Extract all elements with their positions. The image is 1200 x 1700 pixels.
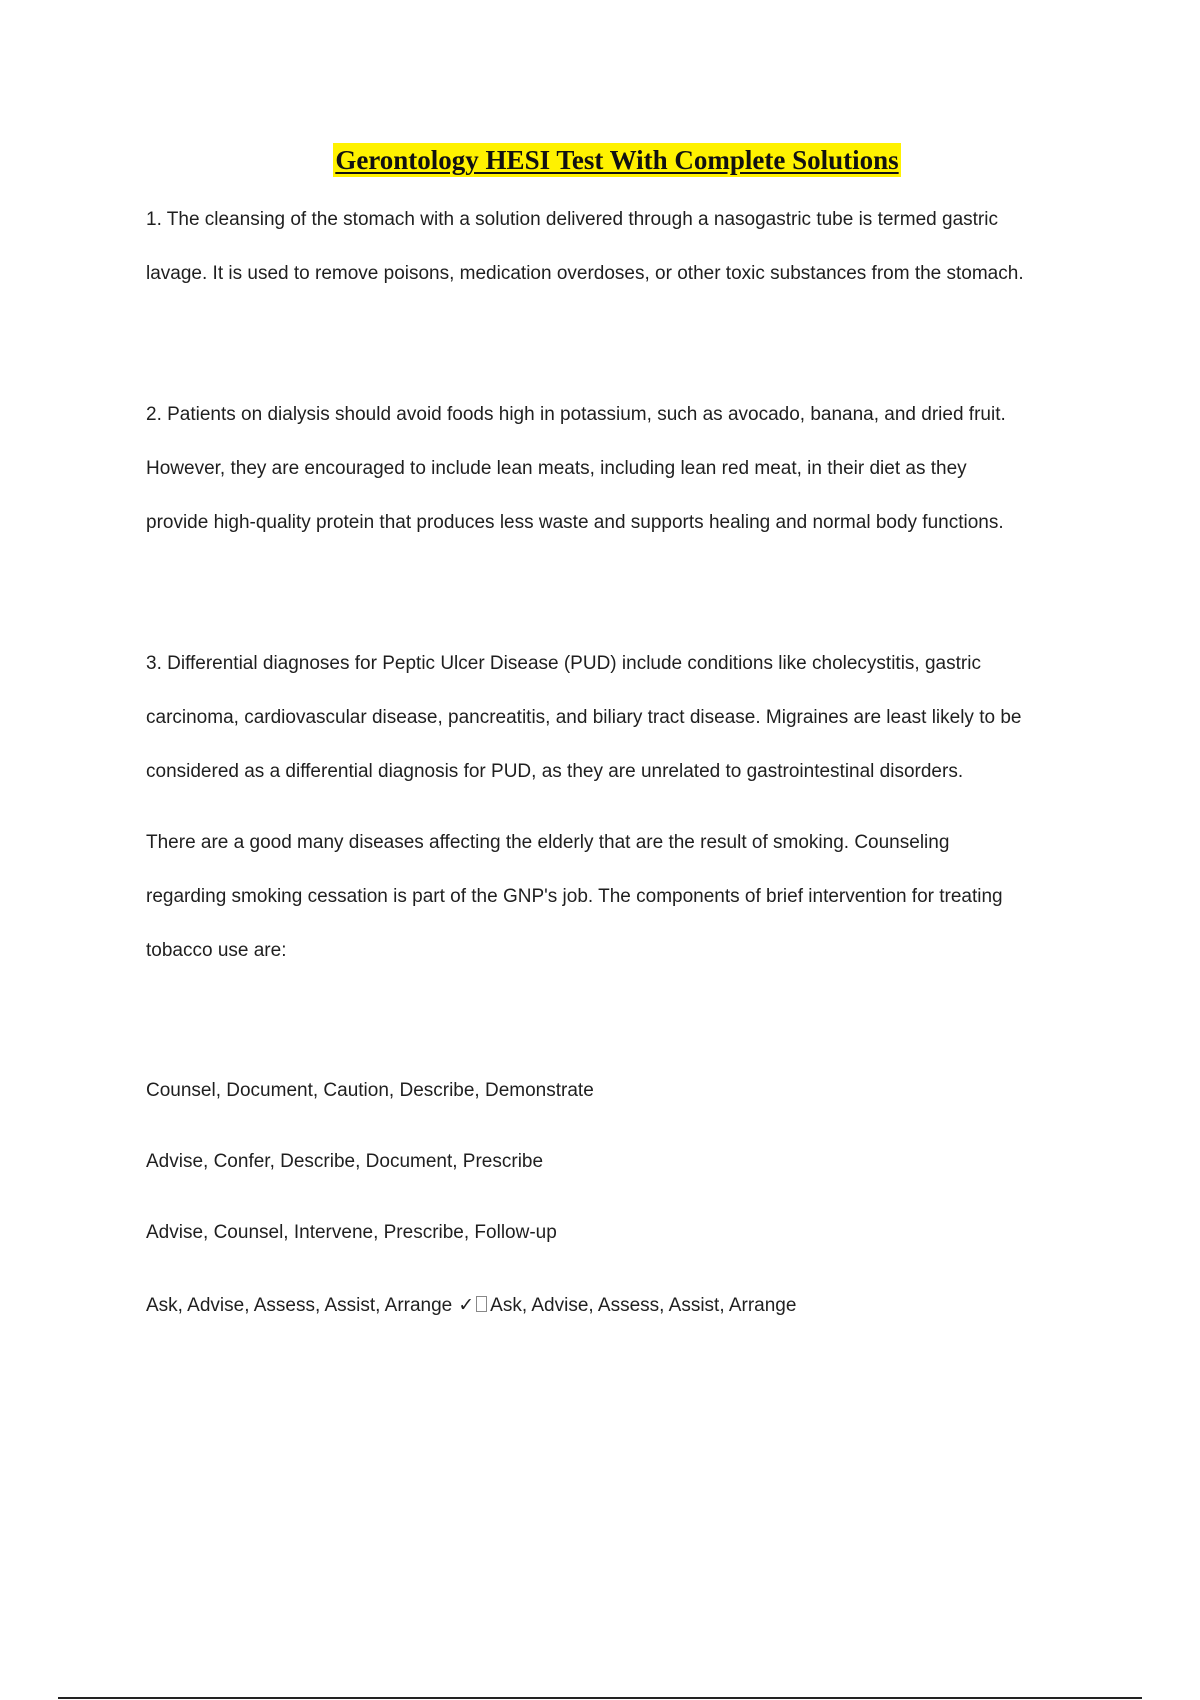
paragraph-line: 2. Patients on dialysis should avoid foods high in potassium, such as avocado, banana, and dried fruit. bbox=[146, 404, 1006, 425]
missing-glyph-box-icon bbox=[476, 1296, 487, 1312]
paragraph-line: However, they are encouraged to include lean meats, including lean red meat, in their diet as they bbox=[146, 458, 967, 479]
answer-option-correct bbox=[146, 1290, 796, 1321]
paragraph-line: provide high-quality protein that produces less waste and supports healing and normal body functions. bbox=[146, 512, 1004, 533]
paragraph-line: lavage. It is used to remove poisons, medication overdoses, or other toxic substances from the stomach. bbox=[146, 263, 1024, 284]
paragraph-line: tobacco use are: bbox=[146, 940, 287, 961]
document-title: Gerontology HESI Test With Complete Solutions bbox=[335, 145, 899, 175]
paragraph-line: regarding smoking cessation is part of the GNP's job. The components of brief intervention for treating bbox=[146, 886, 1003, 907]
answer-option: Counsel, Document, Caution, Describe, Demonstrate bbox=[146, 1080, 594, 1101]
question-1-paragraph bbox=[146, 193, 1086, 301]
check-mark-icon: ✓ bbox=[458, 1294, 475, 1316]
question-3-paragraph bbox=[146, 637, 1086, 799]
paragraph-line: 3. Differential diagnoses for Peptic Ulcer Disease (PUD) include conditions like cholecystitis, gastric bbox=[146, 653, 981, 674]
paragraph-line: 1. The cleansing of the stomach with a solution delivered through a nasogastric tube is termed gastric bbox=[146, 209, 998, 230]
paragraph-line: There are a good many diseases affecting the elderly that are the result of smoking. Counseling bbox=[146, 832, 950, 853]
option-text: Ask, Advise, Assess, Assist, Arrange bbox=[146, 1295, 453, 1316]
title-container bbox=[0, 143, 1200, 177]
question-2-paragraph bbox=[146, 388, 1086, 550]
footer-divider bbox=[58, 1697, 1142, 1699]
correct-answer-text: Ask, Advise, Assess, Assist, Arrange bbox=[490, 1295, 797, 1316]
answer-option: Advise, Counsel, Intervene, Prescribe, Follow-up bbox=[146, 1222, 557, 1243]
question-4-stem bbox=[146, 816, 1086, 978]
paragraph-line: considered as a differential diagnosis for PUD, as they are unrelated to gastrointestinal disorders. bbox=[146, 761, 964, 782]
paragraph-line: carcinoma, cardiovascular disease, pancreatitis, and biliary tract disease. Migraines are least likely to be bbox=[146, 707, 1022, 728]
answer-option: Advise, Confer, Describe, Document, Prescribe bbox=[146, 1151, 544, 1172]
